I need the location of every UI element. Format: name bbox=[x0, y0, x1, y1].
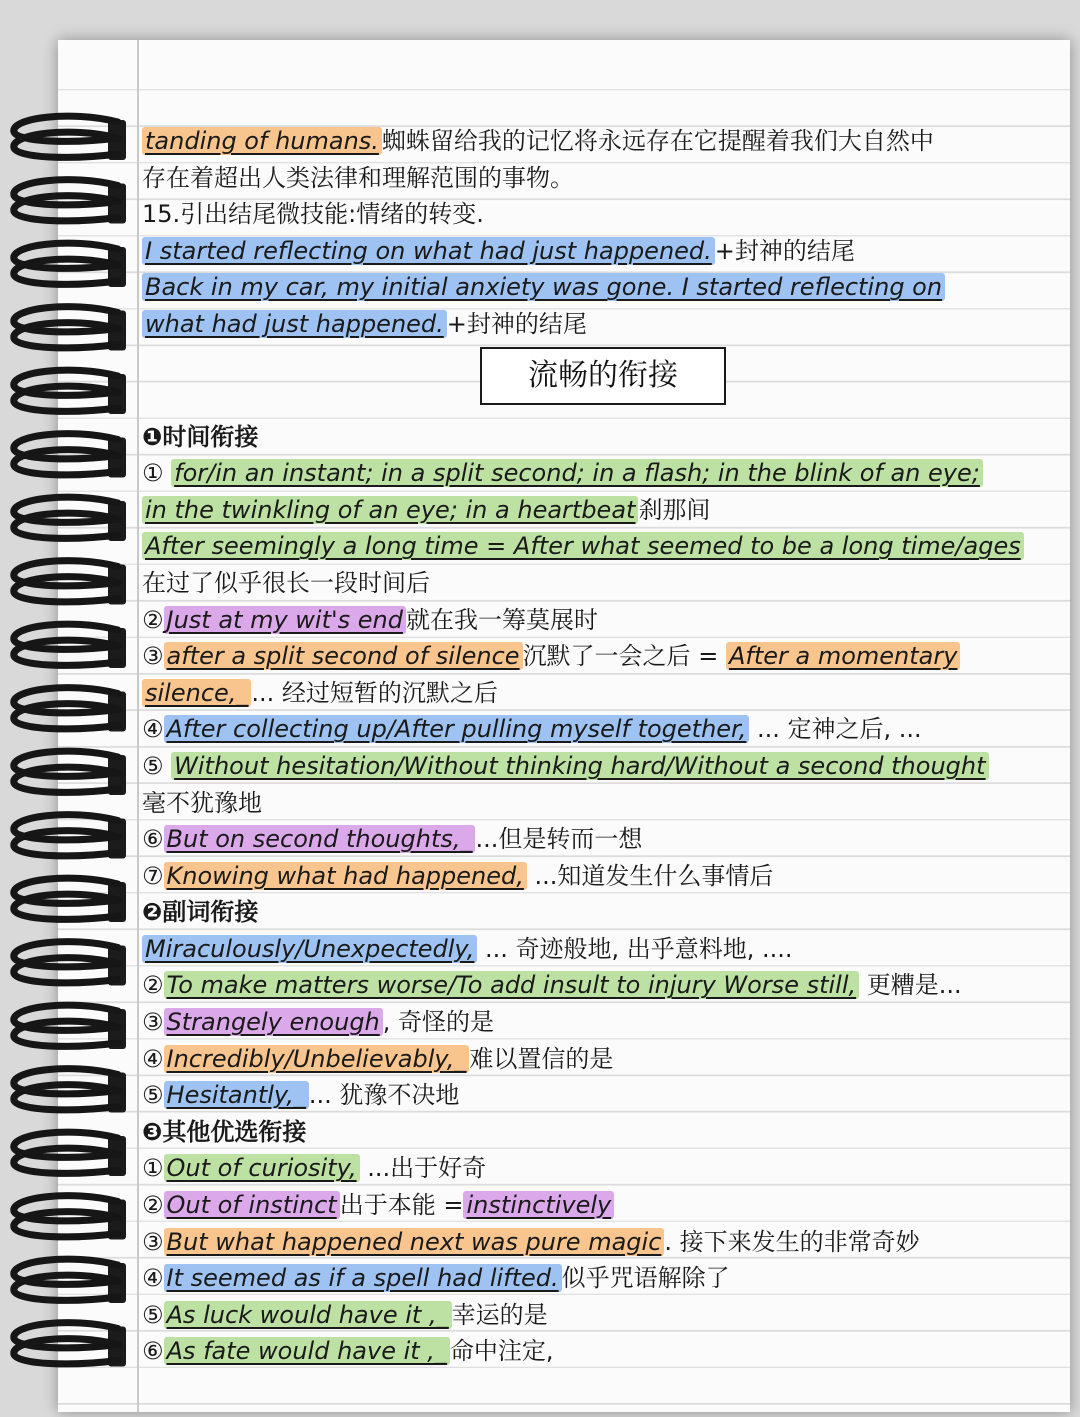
list-item bbox=[142, 1187, 1057, 1224]
note-text: , 奇怪的是 bbox=[382, 1008, 495, 1037]
note-text: . 接下来发生的非常奇妙 bbox=[664, 1227, 920, 1256]
note-text: 幸运的是 bbox=[451, 1300, 548, 1329]
highlight-phrase: But what happened next was pure magic bbox=[164, 1228, 665, 1256]
note-line bbox=[142, 123, 1057, 160]
note-text: 更糟是... bbox=[859, 971, 962, 1000]
list-item bbox=[142, 1150, 1057, 1187]
note-text: +封神的结尾 bbox=[714, 236, 855, 265]
note-text: +封神的结尾 bbox=[446, 309, 587, 338]
note-line bbox=[142, 269, 1057, 306]
note-text: 在过了似乎很长一段时间后 bbox=[142, 568, 430, 597]
highlight-phrase: instinctively bbox=[463, 1191, 614, 1219]
item-number: ③ bbox=[142, 1008, 164, 1037]
list-item bbox=[142, 1260, 1057, 1297]
highlight-phrase: Miraculously/Unexpectedly, bbox=[142, 935, 477, 963]
note-line bbox=[142, 160, 1057, 197]
highlight-phrase: Hesitantly,_ bbox=[164, 1081, 309, 1109]
list-item bbox=[142, 967, 1057, 1004]
highlight-phrase: Out of instinct bbox=[164, 1191, 340, 1219]
section-heading: ❷副词衔接 bbox=[142, 898, 259, 927]
list-item bbox=[142, 785, 1057, 822]
highlight-phrase: After a momentary bbox=[726, 642, 960, 670]
item-number: ② bbox=[142, 605, 164, 634]
highlight-phrase: I started reflecting on what had just happened. bbox=[142, 237, 715, 265]
item-number: ④ bbox=[142, 1264, 164, 1293]
list-item bbox=[142, 528, 1057, 565]
highlight-phrase: As fate would have it ,_ bbox=[164, 1337, 450, 1365]
highlight-phrase: As luck would have it ,_ bbox=[164, 1301, 452, 1329]
note-line bbox=[142, 233, 1057, 270]
highlight-phrase: After seemingly a long time = After what seemed to be a long time/ages bbox=[142, 532, 1024, 560]
list-item bbox=[142, 675, 1057, 712]
note-text: 蜘蛛留给我的记忆将永远存在它提醒着我们大自然中 bbox=[381, 127, 934, 155]
highlight-phrase: But on second thoughts,_ bbox=[164, 825, 476, 853]
highlight-phrase: Just at my wit's end bbox=[164, 606, 406, 634]
item-number: ⑦ bbox=[142, 861, 164, 890]
list-item bbox=[142, 1077, 1057, 1114]
note-text: 出于本能 = bbox=[339, 1191, 464, 1220]
item-number: ① bbox=[142, 459, 164, 488]
item-number: ⑥ bbox=[142, 825, 164, 854]
list-item bbox=[142, 455, 1057, 492]
note-text: 沉默了一会之后 = bbox=[522, 642, 719, 671]
item-number: ⑥ bbox=[142, 1337, 164, 1366]
item-number: ③ bbox=[142, 642, 164, 671]
highlight-phrase: silence,_ bbox=[142, 679, 251, 707]
item-number: ⑤ bbox=[142, 751, 164, 780]
item-number: ② bbox=[142, 1191, 164, 1220]
item-number: ⑤ bbox=[142, 1081, 164, 1110]
note-text: 存在着超出人类法律和理解范围的事物。 bbox=[142, 163, 574, 192]
list-item bbox=[142, 1041, 1057, 1078]
note-text: 15.引出结尾微技能:情绪的转变. bbox=[142, 200, 484, 229]
spiral-binding-icon bbox=[0, 0, 140, 1417]
note-text: 似乎咒语解除了 bbox=[561, 1264, 730, 1293]
highlight-phrase: what had just happened. bbox=[142, 310, 447, 338]
note-text: 命中注定, bbox=[449, 1337, 554, 1366]
item-number: ① bbox=[142, 1154, 164, 1183]
list-item bbox=[142, 1004, 1057, 1041]
note-text: ... 犹豫不决地 bbox=[308, 1081, 460, 1110]
note-text: ...但是转而一想 bbox=[475, 825, 643, 854]
list-item bbox=[142, 1224, 1057, 1261]
highlight-phrase: after a split second of silence bbox=[164, 642, 523, 670]
note-text: ...出于好奇 bbox=[359, 1154, 487, 1183]
highlight-phrase: After collecting up/After pulling myself together, bbox=[164, 715, 750, 743]
list-item bbox=[142, 711, 1057, 748]
note-text: 就在我一筹莫展时 bbox=[405, 605, 598, 634]
note-text: 毫不犹豫地 bbox=[142, 788, 262, 817]
note-line bbox=[142, 306, 1057, 343]
highlight-phrase: for/in an instant; in a split second; in a flash; in the blink of an eye; bbox=[171, 459, 983, 487]
highlight-phrase: Strangely enough bbox=[164, 1008, 383, 1036]
section-title-wrap bbox=[142, 343, 1057, 419]
highlight-phrase: It seemed as if a spell had lifted. bbox=[164, 1264, 562, 1292]
item-number: ⑤ bbox=[142, 1300, 164, 1329]
note-text: ...知道发生什么事情后 bbox=[526, 861, 774, 890]
note-text: ... 定神之后, ... bbox=[749, 715, 922, 744]
list-item bbox=[142, 821, 1057, 858]
list-item bbox=[142, 638, 1057, 675]
list-item bbox=[142, 748, 1057, 785]
note-text: 刹那间 bbox=[638, 495, 711, 524]
highlight-phrase: Knowing what had happened, bbox=[164, 862, 527, 890]
highlight-phrase: Without hesitation/Without thinking hard/Without a second thought bbox=[171, 752, 988, 780]
highlight-phrase: To make matters worse/To add insult to injury Worse still, bbox=[164, 971, 860, 999]
list-item bbox=[142, 1297, 1057, 1334]
item-number: ② bbox=[142, 971, 164, 1000]
note-line bbox=[142, 196, 1057, 233]
note-text: 难以置信的是 bbox=[469, 1044, 614, 1073]
highlight-phrase: Back in my car, my initial anxiety was gone. I started reflecting on bbox=[142, 273, 945, 301]
list-item bbox=[142, 492, 1057, 529]
item-number: ④ bbox=[142, 1044, 164, 1073]
page-title: 流畅的衔接 bbox=[480, 347, 726, 405]
item-number: ④ bbox=[142, 715, 164, 744]
highlight-phrase: tanding of humans. bbox=[142, 127, 382, 155]
list-item bbox=[142, 931, 1057, 968]
highlight-phrase: Incredibly/Unbelievably,_ bbox=[164, 1045, 470, 1073]
notes-content bbox=[142, 123, 1057, 1370]
section-heading: ❸其他优选衔接 bbox=[142, 1117, 307, 1146]
highlight-phrase: Out of curiosity, bbox=[164, 1154, 360, 1182]
list-item bbox=[142, 1333, 1057, 1370]
list-item bbox=[142, 565, 1057, 602]
item-number: ③ bbox=[142, 1227, 164, 1256]
note-text: ... 奇迹般地, 出乎意料地, .... bbox=[477, 934, 793, 963]
highlight-phrase: in the twinkling of an eye; in a heartbeat bbox=[142, 496, 638, 524]
section-heading: ❶时间衔接 bbox=[142, 422, 259, 451]
note-text: ... 经过短暂的沉默之后 bbox=[251, 678, 498, 707]
list-item bbox=[142, 602, 1057, 639]
list-item bbox=[142, 858, 1057, 895]
